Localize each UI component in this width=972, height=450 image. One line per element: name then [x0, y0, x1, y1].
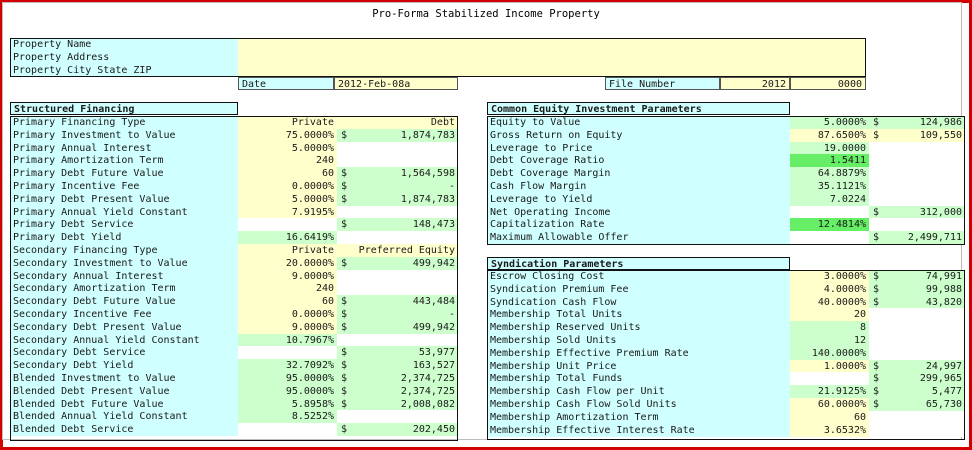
sf-row-value-2: 1,564,598 $	[337, 167, 458, 180]
sf-row-value-2	[337, 206, 458, 219]
ce-row-label: Capitalization Rate	[487, 218, 790, 231]
sf-row-label: Secondary Incentive Fee	[10, 308, 238, 321]
property-city-label: Property City State ZIP	[10, 64, 238, 77]
sy-dollar-sign: $	[873, 386, 880, 398]
sy-row-value-1[interactable]: 40.0000%	[790, 296, 869, 309]
file-seq-field[interactable]: 0000	[790, 77, 866, 90]
sf-row-value-2: 163,527 $	[337, 359, 458, 372]
sy-row-label: Membership Total Funds	[487, 372, 790, 385]
ce-dollar-sign: $	[873, 206, 880, 218]
property-city-field[interactable]	[238, 64, 866, 77]
sf-dollar-sign: $	[341, 129, 348, 141]
property-address-label: Property Address	[10, 51, 238, 64]
sf-row-value-2: 499,942 $	[337, 257, 458, 270]
ce-dollar-sign: $	[873, 129, 880, 141]
sy-row-value-1[interactable]: 1.0000%	[790, 360, 869, 373]
ce-row-value-2: 124,986 $	[869, 116, 965, 129]
sy-row-value-2	[869, 424, 965, 437]
sf-row-value-2: 1,874,783 $	[337, 193, 458, 206]
sf-row-label: Primary Debt Service	[10, 218, 238, 231]
sf-row-label: Primary Annual Interest	[10, 142, 238, 155]
sf-row-value-1[interactable]	[238, 423, 337, 436]
sf-row-value-2	[337, 270, 458, 283]
ce-row-value-1[interactable]	[790, 231, 869, 244]
ce-row-value-2: 312,000 $	[869, 206, 965, 219]
sf-row-value-1[interactable]: 95.0000%	[238, 372, 337, 385]
sf-row-value-2: 499,942 $	[337, 321, 458, 334]
sf-row-value-1[interactable]: 5.0000%	[238, 142, 337, 155]
sf-row-value-1[interactable]: Private	[238, 244, 337, 257]
ce-row-value-1[interactable]	[790, 206, 869, 219]
sy-row-value-2	[869, 334, 965, 347]
sy-row-value-2: 74,991 $	[869, 270, 965, 283]
ce-row-value-1[interactable]: 19.0000	[790, 142, 869, 155]
syndication-heading: Syndication Parameters	[487, 257, 790, 270]
sf-dollar-sign: $	[341, 424, 348, 436]
ce-dollar-sign: $	[873, 117, 880, 128]
sf-row-label: Primary Investment to Value	[10, 129, 238, 142]
sf-row-value-1[interactable]: 0.0000%	[238, 180, 337, 193]
sf-dollar-sign: $	[341, 360, 348, 372]
sy-row-value-1[interactable]: 21.9125%	[790, 385, 869, 398]
sf-row-label: Blended Investment to Value	[10, 372, 238, 385]
sy-dollar-sign: $	[873, 283, 880, 295]
common-equity-heading: Common Equity Investment Parameters	[487, 102, 790, 115]
ce-row-label: Leverage to Price	[487, 142, 790, 155]
sf-row-label: Secondary Debt Service	[10, 346, 238, 359]
file-number-label: File Number	[605, 77, 720, 90]
date-label: Date	[238, 77, 334, 90]
ce-row-value-1[interactable]: 35.1121%	[790, 180, 869, 193]
sf-row-label: Primary Amortization Term	[10, 154, 238, 167]
ce-row-value-2	[869, 167, 965, 180]
sy-dollar-sign: $	[873, 271, 880, 282]
ce-row-value-2	[869, 142, 965, 155]
sf-row-label: Secondary Annual Interest	[10, 270, 238, 283]
sf-dollar-sign: $	[341, 373, 348, 384]
sy-row-label: Membership Unit Price	[487, 360, 790, 373]
sy-row-value-1[interactable]: 3.0000%	[790, 270, 869, 283]
sf-row-label: Secondary Debt Present Value	[10, 321, 238, 334]
sf-row-value-2	[337, 334, 458, 347]
property-name-field[interactable]	[238, 38, 866, 51]
sf-row-label: Primary Debt Future Value	[10, 167, 238, 180]
sy-dollar-sign: $	[873, 399, 880, 410]
sf-row-label: Secondary Debt Yield	[10, 359, 238, 372]
sy-row-label: Membership Total Units	[487, 308, 790, 321]
sf-row-label: Secondary Debt Future Value	[10, 295, 238, 308]
sf-dollar-sign: $	[341, 168, 348, 180]
sf-dollar-sign: $	[341, 296, 348, 308]
sy-row-label: Membership Effective Interest Rate	[487, 424, 790, 437]
ce-row-value-2: 2,499,711 $	[869, 231, 965, 244]
sf-row-value-1[interactable]	[238, 346, 337, 359]
sy-row-value-1[interactable]: 12	[790, 334, 869, 347]
sf-row-value-1[interactable]: 5.0000%	[238, 193, 337, 206]
sf-row-value-1[interactable]: 16.6419%	[238, 231, 337, 244]
sf-row-label: Blended Debt Present Value	[10, 385, 238, 398]
sf-row-value-1[interactable]: 0.0000%	[238, 308, 337, 321]
sy-row-value-1[interactable]	[790, 372, 869, 385]
sy-row-value-2	[869, 347, 965, 360]
sf-row-value-2: 202,450 $	[337, 423, 458, 436]
sy-row-label: Membership Amortization Term	[487, 411, 790, 424]
sf-row-value-1[interactable]: 240	[238, 154, 337, 167]
sf-row-value-1[interactable]: 60	[238, 167, 337, 180]
ce-row-value-2: 109,550 $	[869, 129, 965, 142]
sy-row-value-1[interactable]: 4.0000%	[790, 283, 869, 296]
ce-row-value-1[interactable]: 87.6500%	[790, 129, 869, 142]
sf-dollar-sign: $	[341, 181, 348, 192]
sf-row-label: Secondary Financing Type	[10, 244, 238, 257]
sf-row-label: Secondary Annual Yield Constant	[10, 334, 238, 347]
sf-row-value-2: - $	[337, 308, 458, 321]
property-name-label: Property Name	[10, 38, 238, 51]
ce-row-label: Equity to Value	[487, 116, 790, 129]
sy-row-value-2: 65,730 $	[869, 398, 965, 411]
ce-row-value-1[interactable]: 12.4814%	[790, 218, 869, 231]
sf-row-label: Blended Annual Yield Constant	[10, 410, 238, 423]
file-year-field[interactable]: 2012	[720, 77, 790, 90]
sf-dollar-sign: $	[341, 309, 348, 320]
sf-row-value-1[interactable]: Private	[238, 116, 337, 129]
ce-row-label: Gross Return on Equity	[487, 129, 790, 142]
sf-row-value-2: 2,374,725 $	[337, 372, 458, 385]
ce-row-value-1[interactable]: 7.0224	[790, 193, 869, 206]
sf-row-value-1[interactable]: 10.7967%	[238, 334, 337, 347]
sy-row-value-2: 43,820 $	[869, 296, 965, 309]
sf-dollar-sign: $	[341, 257, 348, 269]
ce-row-label: Maximum Allowable Offer	[487, 231, 790, 244]
sf-row-value-1[interactable]: 240	[238, 282, 337, 295]
sf-row-value-1[interactable]: 95.0000%	[238, 385, 337, 398]
property-address-field[interactable]	[238, 51, 866, 64]
sy-row-value-2: 24,997 $	[869, 360, 965, 373]
sf-row-label: Primary Annual Yield Constant	[10, 206, 238, 219]
sf-row-label: Blended Debt Future Value	[10, 398, 238, 411]
sf-row-value-2: 2,374,725 $	[337, 385, 458, 398]
sf-dollar-sign: $	[341, 321, 348, 333]
sf-dollar-sign: $	[341, 398, 348, 410]
sy-row-label: Escrow Closing Cost	[487, 270, 790, 283]
sy-row-label: Syndication Premium Fee	[487, 283, 790, 296]
ce-row-label: Net Operating Income	[487, 206, 790, 219]
sf-row-value-2: 148,473 $	[337, 218, 458, 231]
sy-row-value-1[interactable]: 20	[790, 308, 869, 321]
sf-row-label: Primary Financing Type	[10, 116, 238, 129]
sf-row-value-1[interactable]: 75.0000%	[238, 129, 337, 142]
sf-row-value-1[interactable]: 9.0000%	[238, 270, 337, 283]
sf-row-value-2: 443,484 $	[337, 295, 458, 308]
sy-row-value-1[interactable]: 60	[790, 411, 869, 424]
sf-row-value-1[interactable]: 60	[238, 295, 337, 308]
sy-row-value-1[interactable]: 140.0000%	[790, 347, 869, 360]
sf-row-value-2: - $	[337, 180, 458, 193]
sy-row-label: Membership Reserved Units	[487, 321, 790, 334]
sy-row-value-2	[869, 308, 965, 321]
sf-row-value-1[interactable]: 8.5252%	[238, 410, 337, 423]
ce-row-value-1[interactable]: 5.0000%	[790, 116, 869, 129]
ce-row-value-1[interactable]: 64.8879%	[790, 167, 869, 180]
sy-row-value-2: 299,965 $	[869, 372, 965, 385]
sy-row-label: Membership Cash Flow per Unit	[487, 385, 790, 398]
sf-row-value-1[interactable]: 32.7092%	[238, 359, 337, 372]
sf-row-value-2	[337, 231, 458, 244]
ce-row-value-2	[869, 218, 965, 231]
ce-row-value-2	[869, 180, 965, 193]
sy-row-label: Membership Effective Premium Rate	[487, 347, 790, 360]
sf-row-value-2: 53,977 $	[337, 346, 458, 359]
sy-row-label: Membership Sold Units	[487, 334, 790, 347]
sf-row-value-1[interactable]: 20.0000%	[238, 257, 337, 270]
sf-row-value-2: 2,008,082 $	[337, 398, 458, 411]
sf-row-label: Blended Debt Service	[10, 423, 238, 436]
sy-row-value-2	[869, 411, 965, 424]
ce-row-label: Cash Flow Margin	[487, 180, 790, 193]
sf-row-value-2: Debt	[337, 116, 458, 129]
sf-row-value-2	[337, 282, 458, 295]
sf-dollar-sign: $	[341, 347, 348, 359]
sy-row-label: Syndication Cash Flow	[487, 296, 790, 309]
sf-row-label: Secondary Amortization Term	[10, 282, 238, 295]
sy-row-value-2: 99,988 $	[869, 283, 965, 296]
ce-dollar-sign: $	[873, 232, 880, 244]
sy-row-value-1[interactable]: 60.0000%	[790, 398, 869, 411]
sy-row-value-2	[869, 321, 965, 334]
sf-row-value-2: 1,874,783 $	[337, 129, 458, 142]
sf-row-label: Primary Debt Present Value	[10, 193, 238, 206]
sf-row-label: Primary Debt Yield	[10, 231, 238, 244]
sf-dollar-sign: $	[341, 385, 348, 397]
sy-row-value-2: 5,477 $	[869, 385, 965, 398]
sf-dollar-sign: $	[341, 193, 348, 205]
ce-row-label: Leverage to Yield	[487, 193, 790, 206]
sf-row-value-2	[337, 154, 458, 167]
sf-row-value-1[interactable]: 5.8958%	[238, 398, 337, 411]
sf-row-label: Primary Incentive Fee	[10, 180, 238, 193]
ce-row-label: Debt Coverage Ratio	[487, 154, 790, 167]
sf-dollar-sign: $	[341, 219, 348, 231]
sy-dollar-sign: $	[873, 373, 880, 385]
ce-row-value-2	[869, 154, 965, 167]
ce-row-value-2	[869, 193, 965, 206]
sy-row-label: Membership Cash Flow Sold Units	[487, 398, 790, 411]
sy-row-value-1[interactable]: 8	[790, 321, 869, 334]
sy-dollar-sign: $	[873, 360, 880, 372]
sy-row-value-1[interactable]: 3.6532%	[790, 424, 869, 437]
structured-financing-heading: Structured Financing	[10, 102, 238, 115]
date-field[interactable]: 2012-Feb-08a	[334, 77, 458, 90]
sf-row-value-1[interactable]: 7.9195%	[238, 206, 337, 219]
ce-row-value-1[interactable]: 1.5411	[790, 154, 869, 167]
sf-row-value-2: Preferred Equity	[337, 244, 458, 257]
ce-row-label: Debt Coverage Margin	[487, 167, 790, 180]
sf-row-value-1[interactable]: 9.0000%	[238, 321, 337, 334]
sy-dollar-sign: $	[873, 296, 880, 308]
sf-row-value-1[interactable]	[238, 218, 337, 231]
sf-row-value-2	[337, 410, 458, 423]
sf-row-label: Secondary Investment to Value	[10, 257, 238, 270]
page-title: Pro-Forma Stabilized Income Property	[372, 8, 600, 20]
sf-row-value-2	[337, 142, 458, 155]
